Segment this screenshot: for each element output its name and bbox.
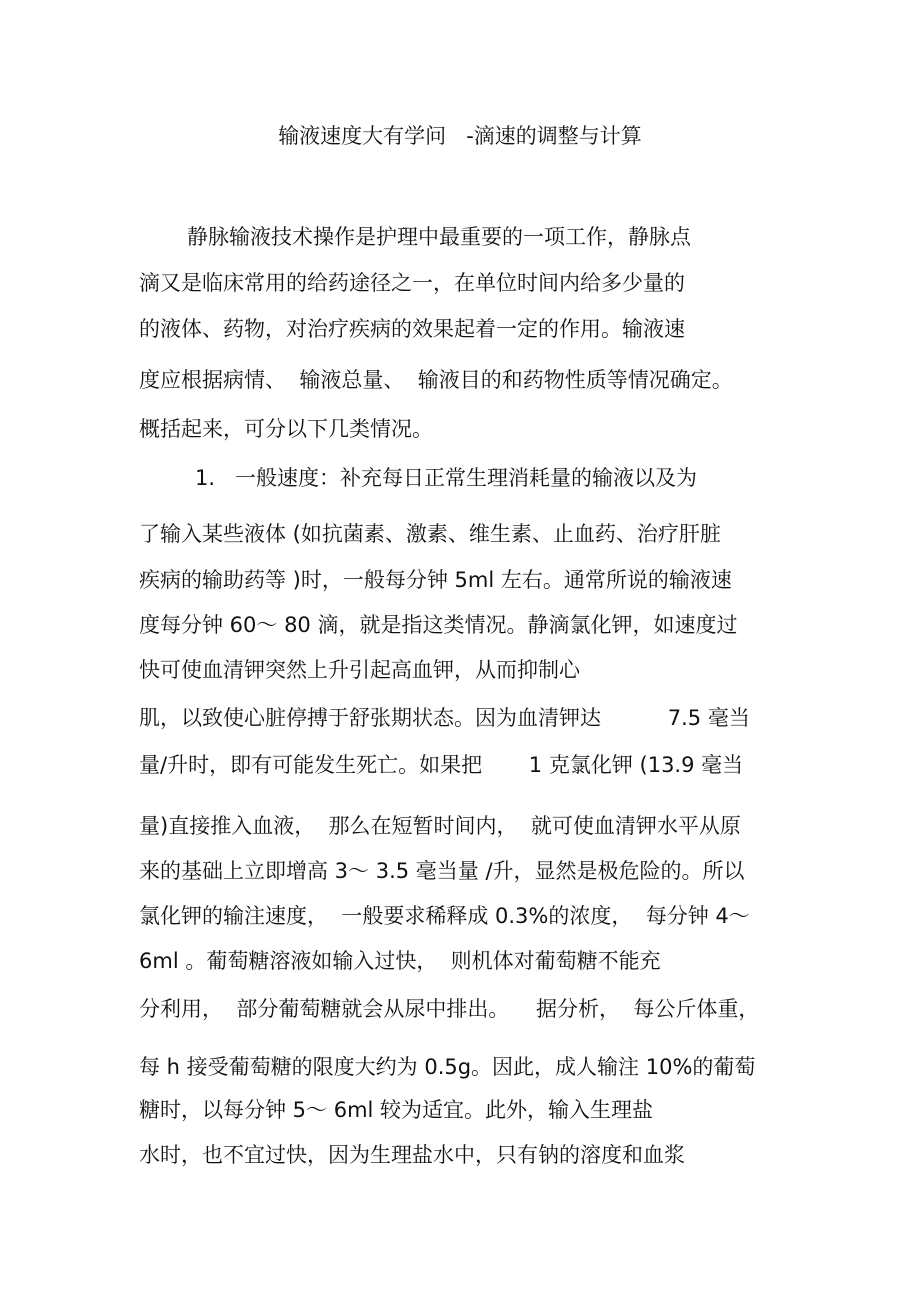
list-item-1-line-7: 量/升时，即有可能发生死亡。如果把 1 克氯化钾 (13.9 毫当 <box>139 753 744 777</box>
list-item-1-line-5: 快可使血清钾突然上升引起高血钾，从而抑制心 <box>139 658 580 682</box>
paragraph-line-5: 概括起来，可分以下几类情况。 <box>139 417 433 441</box>
list-item-1-line-15: 水时，也不宜过快，因为生理盐水中，只有钠的溶度和血浆 <box>139 1143 685 1167</box>
paragraph-line-3: 的液体、药物，对治疗疾病的效果起着一定的作用。输液速 <box>139 317 685 341</box>
list-item-1-line-12: 分利用， 部分葡萄糖就会从尿中排出。 据分析， 每公斤体重， <box>139 997 760 1021</box>
list-item-1-line-10: 氯化钾的输注速度， 一般要求稀释成 0.3%的浓度， 每分钟 4～ <box>139 904 750 928</box>
document-title: 输液速度大有学问 -滴速的调整与计算 <box>278 124 642 148</box>
list-item-1-line-9: 来的基础上立即增高 3～ 3.5 毫当量 /升，显然是极危险的。所以 <box>139 859 745 883</box>
list-item-1-line-14: 糖时，以每分钟 5～ 6ml 较为适宜。此外，输入生理盐 <box>139 1098 654 1122</box>
list-item-1-line-13: 每 h 接受葡萄糖的限度大约为 0.5g。因此，成人输注 10%的葡萄 <box>139 1055 756 1079</box>
list-item-1-line-3: 疾病的输助药等 )时，一般每分钟 5ml 左右。通常所说的输液速 <box>139 568 732 592</box>
paragraph-line-2: 滴又是临床常用的给药途径之一，在单位时间内给多少量的 <box>139 271 685 295</box>
list-item-1-line-6: 肌，以致使心脏停搏于舒张期状态。因为血清钾达 7.5 毫当 <box>139 706 750 730</box>
list-item-1-line-8: 量)直接推入血液， 那么在短暂时间内， 就可使血清钾水平从原 <box>139 814 741 838</box>
list-item-1-line-1: 1. 一般速度：补充每日正常生理消耗量的输液以及为 <box>195 466 698 490</box>
paragraph-line-1: 静脉输液技术操作是护理中最重要的一项工作，静脉点 <box>187 225 691 249</box>
list-item-1-line-11: 6ml 。葡萄糖溶液如输入过快， 则机体对葡萄糖不能充 <box>139 949 661 973</box>
list-item-1-line-4: 度每分钟 60～ 80 滴，就是指这类情况。静滴氯化钾，如速度过 <box>139 613 738 637</box>
paragraph-line-4: 度应根据病情、 输液总量、 输液目的和药物性质等情况确定。 <box>139 368 733 392</box>
list-item-1-line-2: 了输入某些液体 (如抗菌素、激素、维生素、止血药、治疗肝脏 <box>139 522 721 546</box>
